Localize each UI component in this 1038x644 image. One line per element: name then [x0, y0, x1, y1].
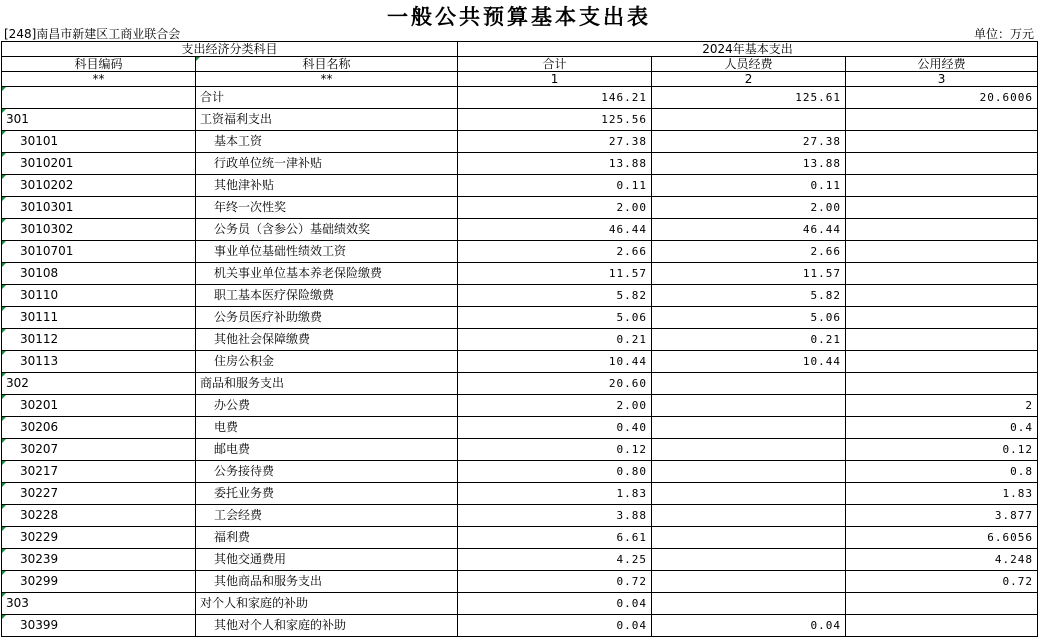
- cell-total: 27.38: [458, 131, 652, 153]
- header-mark-name: **: [196, 72, 458, 87]
- cell-name: 对个人和家庭的补助: [196, 593, 458, 615]
- cell-personnel: [652, 505, 846, 527]
- table-row: [2, 131, 1038, 153]
- cell-name: 基本工资: [196, 131, 458, 153]
- cell-personnel: 10.44: [652, 351, 846, 373]
- header-column-row: [2, 57, 1038, 72]
- cell-personnel: [652, 571, 846, 593]
- cell-code: 30399: [2, 615, 196, 637]
- cell-personnel: [652, 527, 846, 549]
- header-group-right: 2024年基本支出: [458, 42, 1038, 57]
- cell-name: 行政单位统一津补贴: [196, 153, 458, 175]
- cell-personnel: 46.44: [652, 219, 846, 241]
- cell-personnel: [652, 439, 846, 461]
- cell-name: 事业单位基础性绩效工资: [196, 241, 458, 263]
- cell-name: 其他对个人和家庭的补助: [196, 615, 458, 637]
- table-row: [2, 505, 1038, 527]
- table-row: [2, 615, 1038, 637]
- cell-public: 3.877: [846, 505, 1038, 527]
- cell-public: [846, 329, 1038, 351]
- cell-code: 30111: [2, 307, 196, 329]
- cell-name: 其他社会保障缴费: [196, 329, 458, 351]
- cell-public: [846, 153, 1038, 175]
- cell-personnel: 2.66: [652, 241, 846, 263]
- cell-total: 5.82: [458, 285, 652, 307]
- cell-total: 2.00: [458, 395, 652, 417]
- cell-name: 职工基本医疗保险缴费: [196, 285, 458, 307]
- cell-public: [846, 241, 1038, 263]
- header-index-row: [2, 72, 1038, 87]
- table-row: [2, 527, 1038, 549]
- cell-name: 工会经费: [196, 505, 458, 527]
- table-row: [2, 197, 1038, 219]
- cell-code: 3010302: [2, 219, 196, 241]
- cell-name: 电费: [196, 417, 458, 439]
- cell-code: 30207: [2, 439, 196, 461]
- cell-name: 住房公积金: [196, 351, 458, 373]
- header-group-left: 支出经济分类科目: [2, 42, 458, 57]
- header-col-code: 科目编码: [2, 57, 196, 72]
- cell-code: 3010202: [2, 175, 196, 197]
- table-row: [2, 417, 1038, 439]
- table-row: [2, 439, 1038, 461]
- cell-public: [846, 263, 1038, 285]
- cell-name: 办公费: [196, 395, 458, 417]
- cell-name: 邮电费: [196, 439, 458, 461]
- cell-code: 30229: [2, 527, 196, 549]
- cell-public: [846, 307, 1038, 329]
- cell-total: 3.88: [458, 505, 652, 527]
- table-row: [2, 329, 1038, 351]
- cell-personnel: [652, 593, 846, 615]
- cell-code: 3010701: [2, 241, 196, 263]
- cell-public: [846, 219, 1038, 241]
- cell-name: 年终一次性奖: [196, 197, 458, 219]
- table-row: [2, 373, 1038, 395]
- table-row: [2, 351, 1038, 373]
- cell-name: 合计: [196, 87, 458, 109]
- cell-total: 11.57: [458, 263, 652, 285]
- cell-total: 0.04: [458, 593, 652, 615]
- cell-name: 其他商品和服务支出: [196, 571, 458, 593]
- cell-public: [846, 175, 1038, 197]
- cell-personnel: 2.00: [652, 197, 846, 219]
- cell-personnel: [652, 373, 846, 395]
- cell-public: 0.4: [846, 417, 1038, 439]
- cell-personnel: 11.57: [652, 263, 846, 285]
- cell-public: 0.8: [846, 461, 1038, 483]
- header-group-row: [2, 42, 1038, 57]
- cell-personnel: 0.04: [652, 615, 846, 637]
- cell-code: 30239: [2, 549, 196, 571]
- cell-code: 30110: [2, 285, 196, 307]
- cell-public: [846, 593, 1038, 615]
- cell-name: 公务员医疗补助缴费: [196, 307, 458, 329]
- cell-personnel: [652, 395, 846, 417]
- table-row: [2, 241, 1038, 263]
- cell-total: 46.44: [458, 219, 652, 241]
- table-row: [2, 395, 1038, 417]
- cell-code: 302: [2, 373, 196, 395]
- cell-personnel: [652, 549, 846, 571]
- table-row: [2, 109, 1038, 131]
- cell-code: 30206: [2, 417, 196, 439]
- cell-code: 303: [2, 593, 196, 615]
- table-row: [2, 87, 1038, 109]
- cell-public: [846, 615, 1038, 637]
- cell-public: [846, 285, 1038, 307]
- cell-total: 0.72: [458, 571, 652, 593]
- cell-personnel: 125.61: [652, 87, 846, 109]
- header-col-total: 合计: [458, 57, 652, 72]
- header-col-public: 公用经费: [846, 57, 1038, 72]
- unit-name: [248]南昌市新建区工商业联合会: [4, 27, 181, 41]
- cell-total: 0.40: [458, 417, 652, 439]
- cell-code: 3010201: [2, 153, 196, 175]
- header-col-personnel: 人员经费: [652, 57, 846, 72]
- cell-personnel: 27.38: [652, 131, 846, 153]
- cell-total: 10.44: [458, 351, 652, 373]
- cell-personnel: 0.11: [652, 175, 846, 197]
- cell-total: 20.60: [458, 373, 652, 395]
- cell-public: 2: [846, 395, 1038, 417]
- table-row: [2, 175, 1038, 197]
- cell-total: 2.66: [458, 241, 652, 263]
- table-row: [2, 461, 1038, 483]
- cell-name: 机关事业单位基本养老保险缴费: [196, 263, 458, 285]
- cell-public: 20.6006: [846, 87, 1038, 109]
- cell-code: 30112: [2, 329, 196, 351]
- cell-name: 其他津补贴: [196, 175, 458, 197]
- cell-public: 0.12: [846, 439, 1038, 461]
- table-row: [2, 549, 1038, 571]
- cell-code: 301: [2, 109, 196, 131]
- header-col-name: 科目名称: [196, 57, 458, 72]
- header-mark-code: **: [2, 72, 196, 87]
- cell-name: 福利费: [196, 527, 458, 549]
- cell-total: 0.04: [458, 615, 652, 637]
- table-row: [2, 307, 1038, 329]
- cell-personnel: 5.82: [652, 285, 846, 307]
- header-idx-personnel: 2: [652, 72, 846, 87]
- cell-personnel: 5.06: [652, 307, 846, 329]
- cell-personnel: [652, 109, 846, 131]
- cell-total: 0.21: [458, 329, 652, 351]
- cell-code: 30228: [2, 505, 196, 527]
- cell-public: 6.6056: [846, 527, 1038, 549]
- cell-total: 1.83: [458, 483, 652, 505]
- page-title: 一般公共预算基本支出表: [387, 4, 651, 29]
- budget-table: [1, 41, 1038, 637]
- cell-total: 4.25: [458, 549, 652, 571]
- cell-total: 5.06: [458, 307, 652, 329]
- cell-total: 146.21: [458, 87, 652, 109]
- cell-name: 公务员（含参公）基础绩效奖: [196, 219, 458, 241]
- cell-personnel: 0.21: [652, 329, 846, 351]
- table-row: [2, 263, 1038, 285]
- cell-total: 125.56: [458, 109, 652, 131]
- cell-total: 0.80: [458, 461, 652, 483]
- cell-code: 30299: [2, 571, 196, 593]
- cell-public: [846, 351, 1038, 373]
- table-row: [2, 593, 1038, 615]
- cell-total: 0.11: [458, 175, 652, 197]
- cell-code: [2, 87, 196, 109]
- cell-code: 3010301: [2, 197, 196, 219]
- cell-total: 0.12: [458, 439, 652, 461]
- cell-code: 30108: [2, 263, 196, 285]
- cell-name: 商品和服务支出: [196, 373, 458, 395]
- cell-public: [846, 131, 1038, 153]
- cell-code: 30217: [2, 461, 196, 483]
- cell-public: [846, 373, 1038, 395]
- cell-personnel: [652, 483, 846, 505]
- unit-label: 单位：万元: [973, 27, 1034, 41]
- cell-total: 13.88: [458, 153, 652, 175]
- cell-code: 30201: [2, 395, 196, 417]
- cell-public: [846, 109, 1038, 131]
- table-row: [2, 219, 1038, 241]
- cell-name: 其他交通费用: [196, 549, 458, 571]
- cell-total: 2.00: [458, 197, 652, 219]
- cell-personnel: 13.88: [652, 153, 846, 175]
- header-idx-total: 1: [458, 72, 652, 87]
- cell-name: 公务接待费: [196, 461, 458, 483]
- cell-public: 4.248: [846, 549, 1038, 571]
- table-row: [2, 153, 1038, 175]
- table-row: [2, 483, 1038, 505]
- cell-personnel: [652, 461, 846, 483]
- cell-name: 委托业务费: [196, 483, 458, 505]
- header-idx-public: 3: [846, 72, 1038, 87]
- table-row: [2, 571, 1038, 593]
- cell-code: 30227: [2, 483, 196, 505]
- cell-public: 1.83: [846, 483, 1038, 505]
- cell-total: 6.61: [458, 527, 652, 549]
- cell-public: [846, 197, 1038, 219]
- cell-name: 工资福利支出: [196, 109, 458, 131]
- cell-code: 30101: [2, 131, 196, 153]
- cell-public: 0.72: [846, 571, 1038, 593]
- cell-code: 30113: [2, 351, 196, 373]
- cell-personnel: [652, 417, 846, 439]
- table-row: [2, 285, 1038, 307]
